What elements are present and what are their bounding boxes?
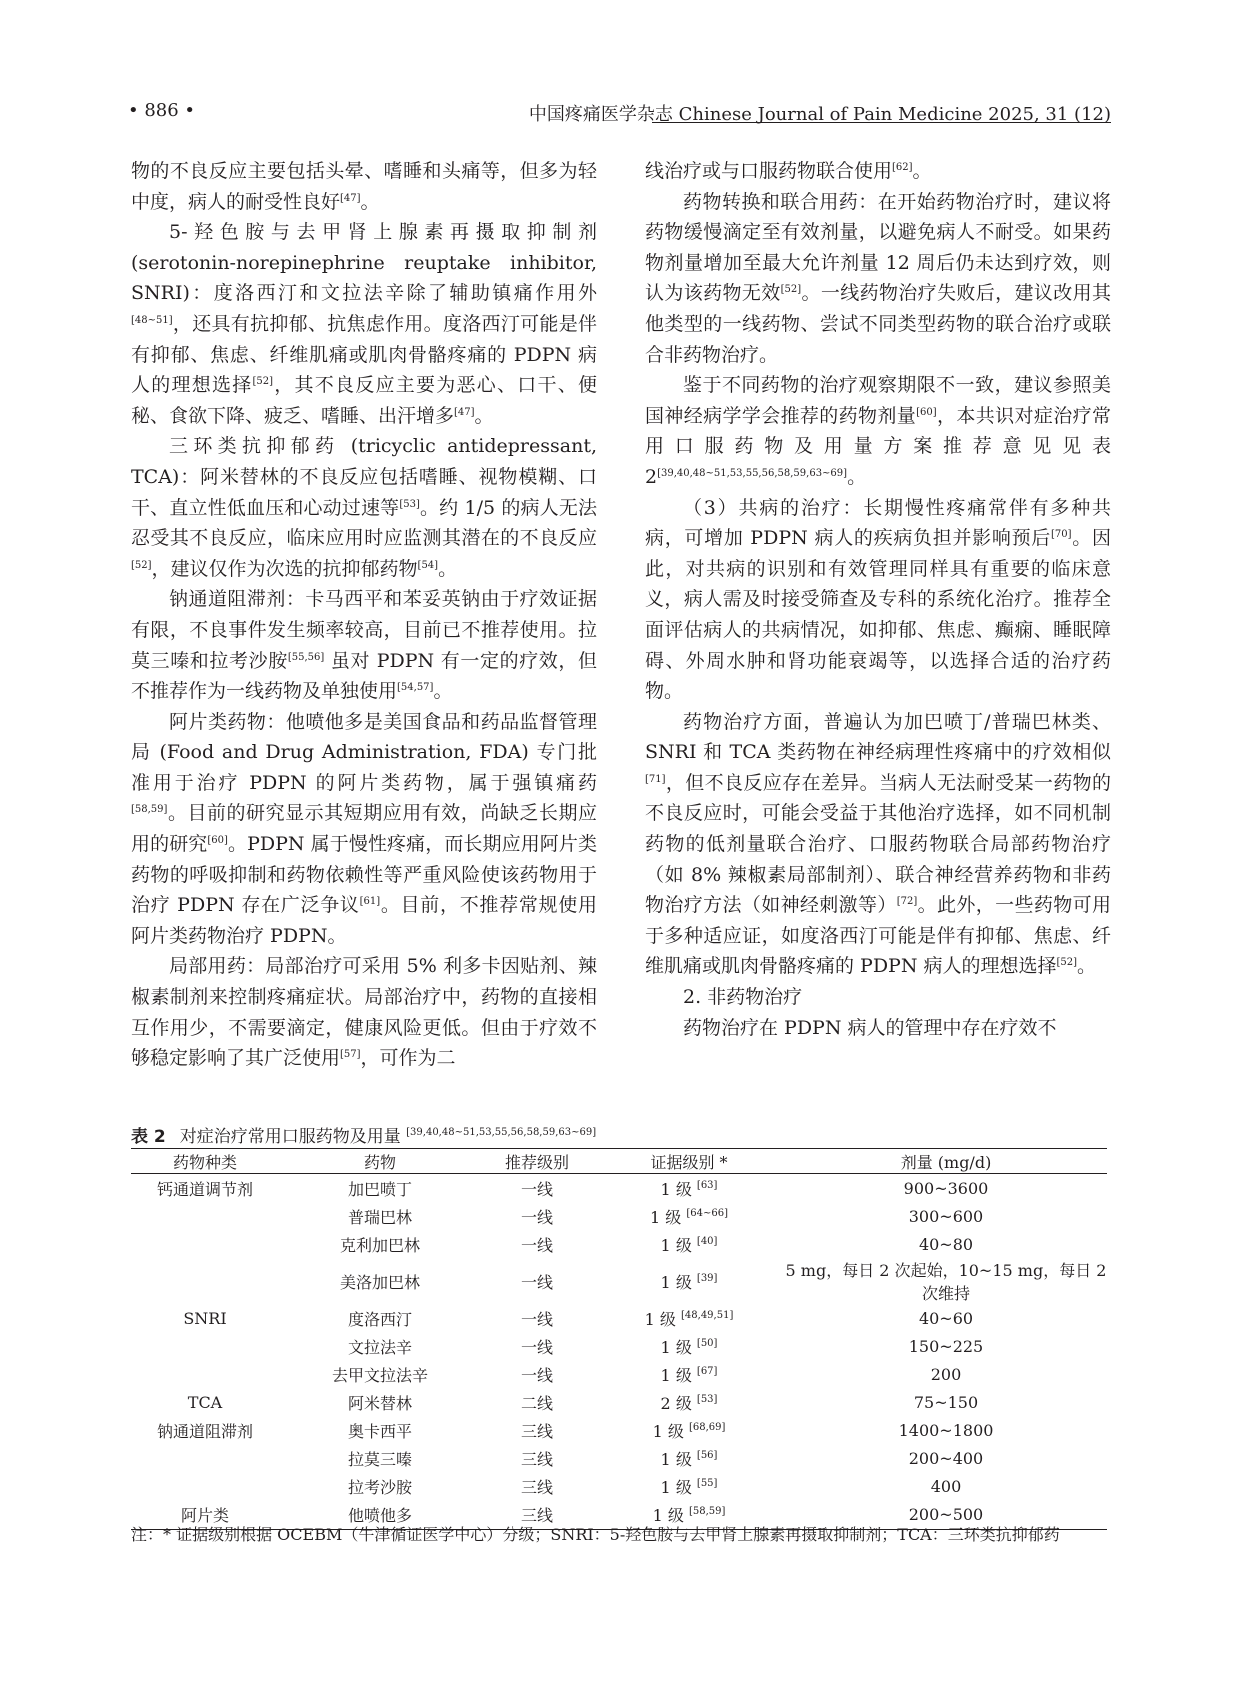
section-heading: 2. 非药物治疗 [683, 986, 803, 1009]
right-column [645, 156, 1111, 1043]
header-evidence: 证据级别 * [593, 1149, 785, 1174]
recommendation-cell: 一线 [520, 1207, 553, 1227]
header-drug: 药物 [279, 1149, 481, 1174]
evidence-ref: [68,69] [688, 1422, 726, 1434]
drug-class-cell [131, 1230, 279, 1258]
evidence-level: 1 级 [660, 1337, 692, 1357]
drug-class-cell [131, 1332, 279, 1360]
evidence-ref: [48,49,51] [681, 1309, 734, 1321]
evidence-level: 1 级 [649, 1207, 682, 1227]
paragraph: 鉴于不同药物的治疗观察期限不一致，建议参照美国神经病学学会推荐的药物剂量[60]，本共识对症治疗常用口服药物及用量方案推荐意见见表 2[39,40,48~51,53,55,56,58,59,63~69]。 [645, 374, 1111, 488]
drug-name-cell: 奥卡西平 [347, 1422, 412, 1442]
drug-name-cell: 普瑞巴林 [347, 1207, 412, 1227]
drug-class-cell [131, 1445, 279, 1473]
page-number: • 886 • [128, 100, 196, 121]
table-label: 表 2 [131, 1127, 166, 1147]
drug-class-cell [131, 1202, 279, 1230]
drug-class-cell: TCA [187, 1393, 223, 1413]
drug-class-cell: 钙通道调节剂 [156, 1179, 253, 1199]
table-row [131, 1304, 1107, 1332]
recommendation-cell: 三线 [520, 1478, 553, 1498]
table-title-ref: [39,40,48~51,53,55,56,58,59,63~69] [406, 1127, 597, 1138]
dosage-cell: 5 mg，每日 2 次起始，10~15 mg，每日 2 次维持 [785, 1261, 1107, 1304]
table-row [131, 1445, 1107, 1473]
table-row [131, 1417, 1107, 1445]
evidence-cell [593, 1202, 785, 1230]
table-row [131, 1258, 1107, 1304]
evidence-level: 1 级 [660, 1272, 692, 1292]
table-row [131, 1360, 1107, 1388]
evidence-ref: [58,59] [688, 1506, 726, 1518]
table-caption [131, 1122, 596, 1147]
evidence-cell [593, 1473, 785, 1501]
evidence-level: 1 级 [644, 1309, 676, 1329]
evidence-ref: [39] [696, 1272, 718, 1284]
evidence-ref: [53] [696, 1394, 718, 1406]
recommendation-cell: 三线 [481, 1501, 593, 1530]
table-header-row [131, 1149, 1107, 1174]
evidence-cell [593, 1360, 785, 1388]
drug-name-cell: 拉莫三嗪 [347, 1450, 412, 1470]
drug-class-cell: 钠通道阻滞剂 [156, 1422, 253, 1442]
drug-name-cell: 他喷他多 [279, 1501, 481, 1530]
table-row [131, 1202, 1107, 1230]
recommendation-cell: 一线 [520, 1179, 553, 1199]
paragraph: 局部用药：局部治疗可采用 5% 利多卡因贴剂、辣椒素制剂来控制疼痛症状。局部治疗中，药物的直接相互作用少，不需要滴定，健康风险更低。但由于疗效不够稳定影响了其广泛使用[57]，可作为二 [131, 955, 597, 1070]
table-row [131, 1174, 1107, 1203]
paragraph: （3）共病的治疗：长期慢性疼痛常伴有多种共病，可增加 PDPN 病人的疾病负担并影响预后[70]。因此，对共病的识别和有效管理同样具有重要的临床意义，病人需及时接受筛查及专科的系统化治疗。推荐全面评估病人的共病情况，如抑郁、焦虑、癫痫、睡眠障碍、外周水肿和肾功能衰竭等，以选择合适的治疗药物。 [645, 496, 1111, 703]
evidence-cell [593, 1389, 785, 1417]
dosage-cell: 75~150 [913, 1393, 979, 1413]
drug-name-cell: 加巴喷丁 [347, 1179, 412, 1199]
recommendation-cell: 一线 [520, 1337, 553, 1357]
evidence-ref: [50] [696, 1337, 718, 1349]
recommendation-cell: 三线 [520, 1422, 553, 1442]
paragraph: 物的不良反应主要包括头晕、嗜睡和头痛等，但多为轻中度，病人的耐受性良好[47]。 [131, 160, 597, 213]
dosage-cell: 150~225 [908, 1336, 984, 1356]
dosage-cell: 200 [930, 1365, 962, 1385]
recommendation-cell: 三线 [520, 1450, 553, 1470]
drug-class-cell [131, 1473, 279, 1501]
evidence-level: 1 级 [660, 1366, 692, 1386]
evidence-cell [593, 1304, 785, 1332]
evidence-level: 2 级 [660, 1394, 692, 1414]
evidence-cell [593, 1174, 785, 1203]
evidence-level: 1 级 [652, 1422, 684, 1442]
drug-name-cell: 克利加巴林 [339, 1235, 420, 1255]
paragraph: 药物治疗在 PDPN 病人的管理中存在疗效不 [683, 1016, 1057, 1039]
drug-name-cell: 拉考沙胺 [347, 1478, 412, 1498]
table-row [131, 1473, 1107, 1501]
drug-name-cell: 美洛加巴林 [339, 1272, 420, 1292]
dosage-cell: 40~80 [918, 1234, 974, 1254]
evidence-cell [593, 1230, 785, 1258]
drug-class-cell: SNRI [183, 1308, 227, 1328]
drug-name-cell: 度洛西汀 [347, 1309, 412, 1329]
recommendation-cell: 一线 [520, 1309, 553, 1329]
drug-name-cell: 阿米替林 [347, 1394, 412, 1414]
evidence-ref: [40] [696, 1235, 718, 1247]
journal-title: 中国疼痛医学杂志 Chinese Journal of Pain Medicine 2025, 31 (12) [528, 104, 1111, 125]
paragraph: 线治疗或与口服药物联合使用[62]。 [645, 160, 932, 182]
drug-name-cell: 文拉法辛 [347, 1337, 412, 1357]
evidence-cell [593, 1445, 785, 1473]
table-row [131, 1332, 1107, 1360]
evidence-ref: [56] [696, 1450, 718, 1462]
evidence-ref: [67] [696, 1366, 718, 1378]
recommendation-cell: 一线 [520, 1272, 553, 1292]
drug-class-cell [131, 1360, 279, 1388]
recommendation-cell: 二线 [520, 1394, 553, 1414]
paragraph: 阿片类药物：他喷他多是美国食品和药品监督管理局 (Food and Drug Administration, FDA) 专门批准用于治疗 PDPN 的阿片类药物，属于强镇痛药[58,59]。目前的研究显示其短期应用有效，尚缺乏长期应用的研究[60]。PDPN 属于慢性疼痛，而长期应用阿片类药物的呼吸抑制和药物依赖性等严重风险使该药物用于治疗 PDPN 存在广泛争议[61]。目前，不推荐常规使用阿片类药物治疗 PDPN。 [131, 710, 597, 947]
table-row [131, 1389, 1107, 1417]
evidence-ref: [55] [696, 1478, 718, 1490]
header-dosage: 剂量 (mg/d) [785, 1149, 1107, 1174]
evidence-level: 1 级 [660, 1450, 692, 1470]
evidence-level: 1 级 [660, 1235, 692, 1255]
drug-dosage-table [131, 1148, 1107, 1530]
dosage-cell: 40~60 [918, 1308, 974, 1328]
header-drug-class: 药物种类 [131, 1149, 279, 1174]
evidence-level: 1 级 [652, 1506, 684, 1526]
evidence-level: 1 级 [660, 1179, 692, 1199]
paragraph: 三环类抗抑郁药 (tricyclic antidepressant, TCA)：阿米替林的不良反应包括嗜睡、视物模糊、口干、直立性低血压和心动过速等[53]。约 1/5 的病人无法忍受其不良反应，临床应用时应监测其潜在的不良反应[52]，建议仅作为次选的抗抑郁药物[54]。 [131, 435, 597, 580]
paragraph: 药物治疗方面，普遍认为加巴喷丁/普瑞巴林类、SNRI 和 TCA 类药物在神经病理性疼痛中的疗效相似[71]，但不良反应存在差异。当病人无法耐受某一药物的不良反应时，可能会受益于其他治疗选择，如不同机制药物的低剂量联合治疗、口服药物联合局部药物治疗（如 8% 辣椒素局部制剂）、联合神经营养药物和非药物治疗方法（如神经刺激等）[72]。此外，一些药物可用于多种适应证，如度洛西汀可能是伴有抑郁、焦虑、纤维肌痛或肌肉骨骼疼痛的 PDPN 病人的理想选择[52]。 [645, 710, 1111, 978]
header-rule [652, 122, 1111, 123]
evidence-cell [593, 1258, 785, 1304]
evidence-ref: [64~66] [686, 1207, 728, 1219]
drug-class-cell: 阿片类 [131, 1501, 279, 1530]
drug-name-cell: 去甲文拉法辛 [331, 1366, 428, 1386]
evidence-level: 1 级 [660, 1478, 692, 1498]
dosage-cell: 300~600 [908, 1206, 984, 1226]
paragraph: 药物转换和联合用药：在开始药物治疗时，建议将药物缓慢滴定至有效剂量，以避免病人不耐受。如果药物剂量增加至最大允许剂量 12 周后仍未达到疗效，则认为该药物无效[52]。一线药物治疗失败后，建议改用其他类型的一线药物、尝试不同类型药物的联合治疗或联合非药物治疗。 [645, 190, 1111, 366]
paragraph: 5-羟色胺与去甲肾上腺素再摄取抑制剂 (serotonin-norepinephrine reuptake inhibitor, SNRI)：度洛西汀和文拉法辛除了辅助镇痛作用外[48~51]，还具有抗抑郁、抗焦虑作用。度洛西汀可能是伴有抑郁、焦虑、纤维肌痛或肌肉骨骼疼痛的 PDPN 病人的理想选择[52]，其不良反应主要为恶心、口干、便秘、食欲下降、疲乏、嗜睡、出汗增多[47]。 [131, 221, 597, 427]
evidence-ref: [63] [696, 1179, 718, 1191]
evidence-cell [593, 1417, 785, 1445]
left-column [131, 156, 597, 1074]
recommendation-cell: 一线 [520, 1366, 553, 1386]
table-note: 注：* 证据级别根据 OCEBM（牛津循证医学中心）分级；SNRI：5-羟色胺与去甲肾上腺素再摄取抑制剂；TCA：三环类抗抑郁药 [131, 1525, 1060, 1544]
table-title: 对症治疗常用口服药物及用量 [179, 1127, 401, 1147]
dosage-cell: 900~3600 [903, 1178, 989, 1198]
table-row [131, 1230, 1107, 1258]
dosage-cell: 200~400 [908, 1449, 984, 1469]
paragraph: 钠通道阻滞剂：卡马西平和苯妥英钠由于疗效证据有限，不良事件发生频率较高，目前已不推荐使用。拉莫三嗪和拉考沙胺[55,56] 虽对 PDPN 有一定的疗效，但不推荐作为一线药物及单独使用[54,57]。 [131, 588, 597, 703]
recommendation-cell: 一线 [520, 1235, 553, 1255]
header-recommendation: 推荐级别 [481, 1149, 593, 1174]
evidence-cell [593, 1332, 785, 1360]
dosage-cell: 1400~1800 [898, 1421, 994, 1441]
drug-class-cell [131, 1258, 279, 1304]
dosage-cell: 200~500 [785, 1501, 1107, 1530]
dosage-cell: 400 [930, 1477, 962, 1497]
